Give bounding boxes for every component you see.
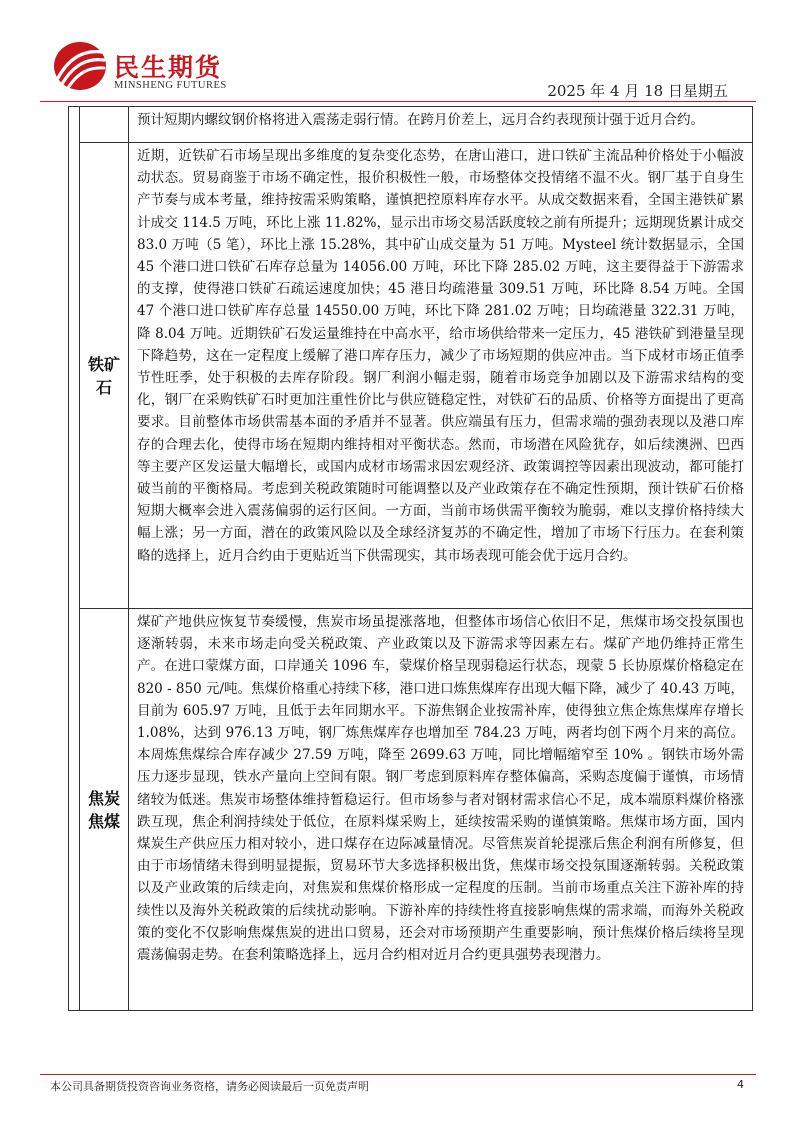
- footer-disclaimer: 本公司具备期货投资咨询业务资格，请务必阅读最后一页免责声明: [50, 1080, 369, 1093]
- commodity-analysis-table: [68, 106, 753, 1011]
- rebar-conclusion-text: [129, 107, 753, 143]
- paragraph: 近期，近铁矿石市场呈现出多维度的复杂变化态势，在唐山港口，进口铁矿主流品种价格处于小幅波动状态。贸易商鉴于市场不确定性，报价积极性一般，市场整体交投情绪不温不火。钢厂基于自身生产节奏与成本考量，维持按需采购策略，谨慎把控原料库存水平。从成交数据来看，全国主港铁矿累计成交 114.5 万吨，环比上涨 11.82%，显示出市场交易活跃度较之前有所提升；远期现货累计成交 83.0 万吨（5 笔），环比上涨 15.28%，其中矿山成交量为 51 万吨。Mysteel 统计数据显示，全国 45 个港口进口铁矿石库存总量为 14056.00 万吨，环比下降 285.02 万吨，这主要得益于下游需求的支撑，使得港口铁矿石疏运速度加快；45 港日均疏港量 309.51 万吨，环比降 8.54 万吨。全国 47 个港口进口铁矿库存总量 14550.00 万吨，环比下降 281.02 万吨；日均疏港量 322.31 万吨，降 8.04 万吨。近期铁矿石发运量维持在中高水平，给市场供给带来一定压力，45 港铁矿到港量呈现下降趋势，这在一定程度上缓解了港口库存压力，减少了市场短期的供应冲击。当下成材市场正值季节性旺季，处于积极的去库存阶段。钢厂利润小幅走弱，随着市场竞争加剧以及下游需求结构的变化，钢厂在采购铁矿石时更加注重性价比与供应链稳定性，对铁矿石的品质、价格等方面提出了更高要求。目前整体市场供需基本面的矛盾并不显著。供应端虽有压力，但需求端的强劲表现以及港口库存的合理去化，使得市场在短期内维持相对平衡状态。然而，市场潜在风险犹存，如后续澳洲、巴西等主要产区发运量大幅增长，或国内成材市场需求因宏观经济、政策调控等因素出现波动，都可能打破当前的平衡格局。考虑到关税政策随时可能调整以及产业政策存在不确定性预期，预计铁矿石价格短期大概率会进入震荡偏弱的运行区间。一方面，当前市场供需平衡较为脆弱，难以支撑价格持续大幅上涨；另一方面，潜在的政策风险以及全球经济复苏的不确定性，增加了市场下行压力。在套利策略的选择上，近月合约由于更贴近当下供需现实，其市场表现可能会优于远月合约。: [137, 148, 744, 564]
- paragraph: 预计短期内螺纹钢价格将进入震荡走弱行情。在跨月价差上，远月合约表现预计强于近月合约。: [137, 112, 704, 128]
- paragraph: 煤矿产地供应恢复节奏缓慢，焦炭市场虽提涨落地，但整体市场信心依旧不足，焦煤市场交投氛围也逐渐转弱，未来市场走向受关税政策、产业政策以及下游需求等因素左右。煤矿产地仍维持正常生产。在进口蒙煤方面，口岸通关 1096 车，蒙煤价格呈现弱稳运行状态，现蒙 5 长协原煤价格稳定在 820 - 850 元/吨。焦煤价格重心持续下移，港口进口炼焦煤库存出现大幅下降，减少了 40.43 万吨，目前为 605.97 万吨，且低于去年同期水平。下游焦钢企业按需补库，使得独立焦企炼焦煤库存增长 1.08%，达到 976.13 万吨，钢厂炼焦煤库存也增加至 784.23 万吨，两者均创下两个月来的高位。本周炼焦煤综合库存减少 27.59 万吨，降至 2699.63 万吨，同比增幅缩窄至 10% 。钢铁市场外需压力逐步显现，铁水产量向上空间有限。钢厂考虑到原料库存整体偏高，采购态度偏于谨慎，市场情绪较为低迷。焦炭市场整体维持暂稳运行。但市场参与者对钢材需求信心不足，成本端原料煤价格涨跌互现，焦企利润持续处于低位，在原料煤采购上，延续按需采购的谨慎策略。焦煤市场方面，国内煤炭生产供应压力相对较小，进口煤存在边际减量情况。尽管焦炭首轮提涨后焦企利润有所修复，但由于市场情绪未得到明显提振，贸易环节大多选择积极出货，焦煤市场交投氛围逐渐转弱。关税政策以及产业政策的后续走向，对焦炭和焦煤价格形成一定程度的压制。当前市场重点关注下游补库的持续性以及海外关税政策的后续扰动影响。下游补库的持续性将直接影响焦煤的需求端，而海外关税政策的变化不仅影响焦煤焦炭的进出口贸易，还会对市场预期产生重要影响，预计焦煤价格后续将呈现震荡偏弱走势。在套利策略选择上，远月合约相对近月合约更具强势表现潜力。: [137, 614, 744, 964]
- minsheng-logo-icon: [52, 40, 108, 92]
- row-label-text: 焦炭焦煤: [87, 788, 120, 831]
- spacer-cell: [69, 107, 80, 1011]
- company-name-en: MINSHENG FUTURES: [114, 80, 227, 91]
- row-label: [80, 107, 129, 143]
- report-date: 2025 年 4 月 18 日星期五: [547, 82, 728, 100]
- row-label-coke-coal: [80, 609, 129, 1011]
- row-label-iron-ore: [80, 143, 129, 609]
- company-name-cn: 民生期货: [114, 53, 223, 82]
- footer-divider: [40, 1074, 756, 1075]
- row-label-text: 铁矿石: [87, 354, 120, 397]
- table-row: [69, 609, 753, 1011]
- table-row: [69, 143, 753, 609]
- page-header: [0, 0, 794, 110]
- page-number: 4: [737, 1078, 744, 1091]
- table-row: [69, 107, 753, 143]
- iron-ore-analysis-text: [129, 143, 753, 609]
- coke-coal-analysis-text: [129, 609, 753, 1011]
- header-divider: [40, 101, 756, 102]
